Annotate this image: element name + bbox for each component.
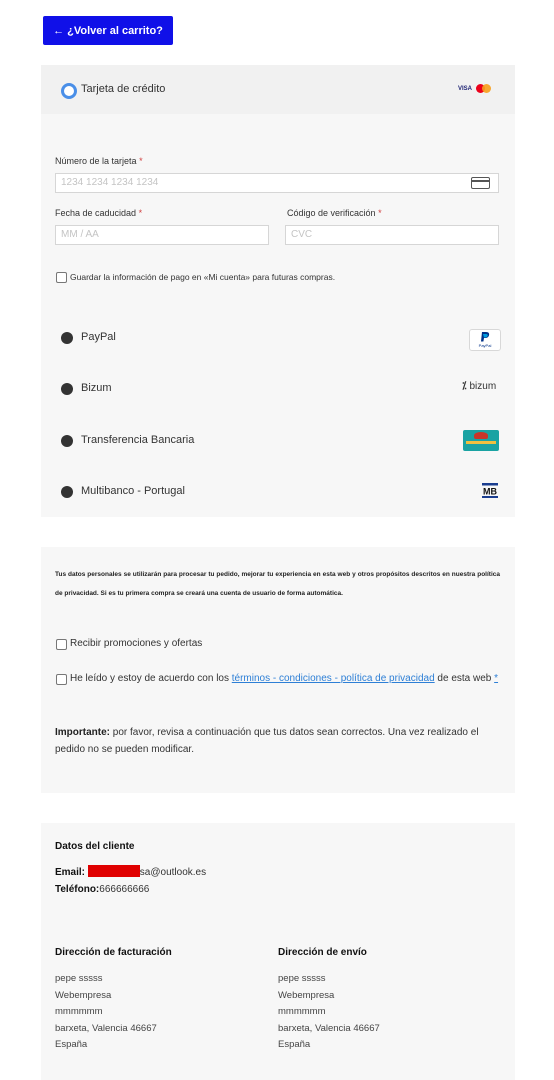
save-card-label: Guardar la información de pago en «Mi cuenta» para futuras compras. [70,272,336,282]
bank-transfer-icon [463,430,499,451]
multibanco-radio[interactable] [61,486,73,498]
credit-card-icon [471,177,490,189]
cvc-label: Código de verificación * [287,208,382,218]
card-number-input[interactable]: 1234 1234 1234 1234 [55,173,499,193]
cvc-input[interactable]: CVC [285,225,499,245]
bank-transfer-label: Transferencia Bancaria [81,434,195,446]
bizum-radio[interactable] [61,383,73,395]
paypal-label: PayPal [81,331,116,343]
billing-address: pepe sssss Webempresa mmmmmm barxeta, Valencia 46667 España [55,973,157,1050]
mastercard-icon [476,84,491,93]
expiry-label: Fecha de caducidad * [55,208,143,218]
multibanco-icon [481,482,499,499]
back-to-cart-button[interactable]: ← ¿Volver al carrito? [43,16,173,45]
card-brands-icon [458,84,491,93]
promotions-label: Recibir promociones y ofertas [70,638,203,649]
customer-phone: Teléfono:666666666 [55,884,150,895]
paypal-icon: PayPal [469,329,501,351]
card-number-label: Número de la tarjeta * [55,156,143,166]
visa-icon: VISA [458,85,473,92]
save-card-checkbox[interactable] [56,272,67,283]
terms-label: He leído y estoy de acuerdo con los términos - condiciones - política de privacidad de esta web * [70,673,499,684]
billing-title: Dirección de facturación [55,947,172,958]
customer-title: Datos del cliente [55,841,135,852]
customer-email: Email: sa@outlook.es [55,867,207,878]
terms-link[interactable]: términos - condiciones - política de privacidad [231,673,435,684]
multibanco-label: Multibanco - Portugal [81,485,185,497]
payment-methods-panel [41,65,515,517]
redacted-block [88,865,140,877]
credit-card-label: Tarjeta de crédito [81,83,166,95]
privacy-notice: Tus datos personales se utilizarán para procesar tu pedido, mejorar tu experiencia en esta web y otros propósitos descritos en nuestra política de privacidad. Si es tu primera compra se creará una cuenta de usuario de forma automática. [55,571,500,597]
bizum-label: Bizum [81,382,112,394]
shipping-title: Dirección de envío [278,947,367,958]
shipping-address: pepe sssss Webempresa mmmmmm barxeta, Valencia 46667 España [278,973,380,1050]
bizum-icon: ⁒ bizum [462,381,497,392]
svg-text:MB: MB [483,486,497,497]
bank-transfer-radio[interactable] [61,435,73,447]
credit-card-radio[interactable] [61,83,77,99]
promotions-checkbox[interactable] [56,639,67,650]
paypal-radio[interactable] [61,332,73,344]
important-note: Importante: por favor, revisa a continuación que tus datos sean correctos. Una vez realizado el pedido no se pueden modificar. [55,727,479,755]
expiry-input[interactable]: MM / AA [55,225,269,245]
